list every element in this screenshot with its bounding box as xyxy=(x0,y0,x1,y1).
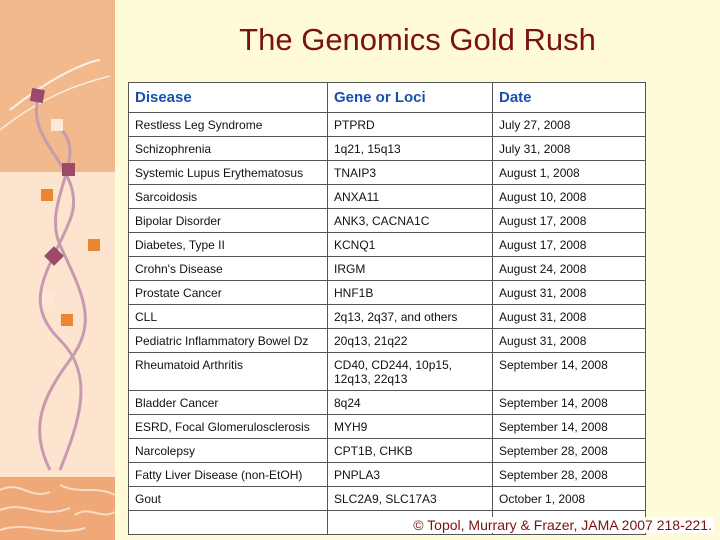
disease-cell: Schizophrenia xyxy=(129,137,328,161)
date-cell: September 14, 2008 xyxy=(493,353,646,391)
date-cell: October 1, 2008 xyxy=(493,487,646,511)
gene-cell: CD40, CD244, 10p15, 12q13, 22q13 xyxy=(328,353,493,391)
date-cell: August 17, 2008 xyxy=(493,233,646,257)
data-table-container xyxy=(128,82,646,535)
gene-cell: 2q13, 2q37, and others xyxy=(328,305,493,329)
date-cell: September 28, 2008 xyxy=(493,439,646,463)
disease-cell xyxy=(129,511,328,535)
table-body xyxy=(129,113,646,535)
gene-cell: PTPRD xyxy=(328,113,493,137)
table-row xyxy=(129,463,646,487)
table-row xyxy=(129,281,646,305)
gene-cell: KCNQ1 xyxy=(328,233,493,257)
disease-cell: Prostate Cancer xyxy=(129,281,328,305)
disease-cell: Crohn's Disease xyxy=(129,257,328,281)
table-row xyxy=(129,137,646,161)
table-row xyxy=(129,185,646,209)
disease-cell: ESRD, Focal Glomerulosclerosis xyxy=(129,415,328,439)
gene-cell: TNAIP3 xyxy=(328,161,493,185)
disease-cell: Narcolepsy xyxy=(129,439,328,463)
header-date: Date xyxy=(493,83,646,113)
date-cell: August 24, 2008 xyxy=(493,257,646,281)
disease-cell: Systemic Lupus Erythematosus xyxy=(129,161,328,185)
disease-cell: Sarcoidosis xyxy=(129,185,328,209)
date-cell: August 10, 2008 xyxy=(493,185,646,209)
header-gene: Gene or Loci xyxy=(328,83,493,113)
disease-cell: CLL xyxy=(129,305,328,329)
date-cell: August 17, 2008 xyxy=(493,209,646,233)
date-cell: September 14, 2008 xyxy=(493,391,646,415)
gene-cell: IRGM xyxy=(328,257,493,281)
header-disease: Disease xyxy=(129,83,328,113)
date-cell: July 31, 2008 xyxy=(493,137,646,161)
disease-cell: Pediatric Inflammatory Bowel Dz xyxy=(129,329,328,353)
disease-cell: Gout xyxy=(129,487,328,511)
date-cell: August 31, 2008 xyxy=(493,329,646,353)
disease-cell: Bladder Cancer xyxy=(129,391,328,415)
gene-cell: HNF1B xyxy=(328,281,493,305)
gene-cell: CPT1B, CHKB xyxy=(328,439,493,463)
table-row xyxy=(129,305,646,329)
citation: © Topol, Murrary & Frazer, JAMA 2007 218-221. xyxy=(413,517,712,533)
table-row xyxy=(129,161,646,185)
slide-title: The Genomics Gold Rush xyxy=(239,22,596,57)
table-row xyxy=(129,439,646,463)
table-row xyxy=(129,113,646,137)
date-cell: August 1, 2008 xyxy=(493,161,646,185)
table-row xyxy=(129,233,646,257)
table-row xyxy=(129,487,646,511)
disease-cell: Diabetes, Type II xyxy=(129,233,328,257)
disease-cell: Bipolar Disorder xyxy=(129,209,328,233)
date-cell: August 31, 2008 xyxy=(493,281,646,305)
decorative-sidebar xyxy=(0,0,115,540)
dna-helix-graphic xyxy=(0,0,115,540)
table-row xyxy=(129,391,646,415)
gene-cell: 1q21, 15q13 xyxy=(328,137,493,161)
table-row xyxy=(129,329,646,353)
table-row xyxy=(129,257,646,281)
table-row xyxy=(129,353,646,391)
disease-cell: Rheumatoid Arthritis xyxy=(129,353,328,391)
gene-cell: 8q24 xyxy=(328,391,493,415)
gene-cell: 20q13, 21q22 xyxy=(328,329,493,353)
disease-cell: Restless Leg Syndrome xyxy=(129,113,328,137)
gene-cell: MYH9 xyxy=(328,415,493,439)
table-row xyxy=(129,209,646,233)
table-header-row xyxy=(129,83,646,113)
gene-cell: SLC2A9, SLC17A3 xyxy=(328,487,493,511)
gene-cell: ANXA11 xyxy=(328,185,493,209)
date-cell: July 27, 2008 xyxy=(493,113,646,137)
disease-cell: Fatty Liver Disease (non-EtOH) xyxy=(129,463,328,487)
table-row xyxy=(129,415,646,439)
genomics-table xyxy=(128,82,646,535)
date-cell: September 14, 2008 xyxy=(493,415,646,439)
gene-cell: PNPLA3 xyxy=(328,463,493,487)
date-cell: August 31, 2008 xyxy=(493,305,646,329)
date-cell: September 28, 2008 xyxy=(493,463,646,487)
gene-cell: ANK3, CACNA1C xyxy=(328,209,493,233)
